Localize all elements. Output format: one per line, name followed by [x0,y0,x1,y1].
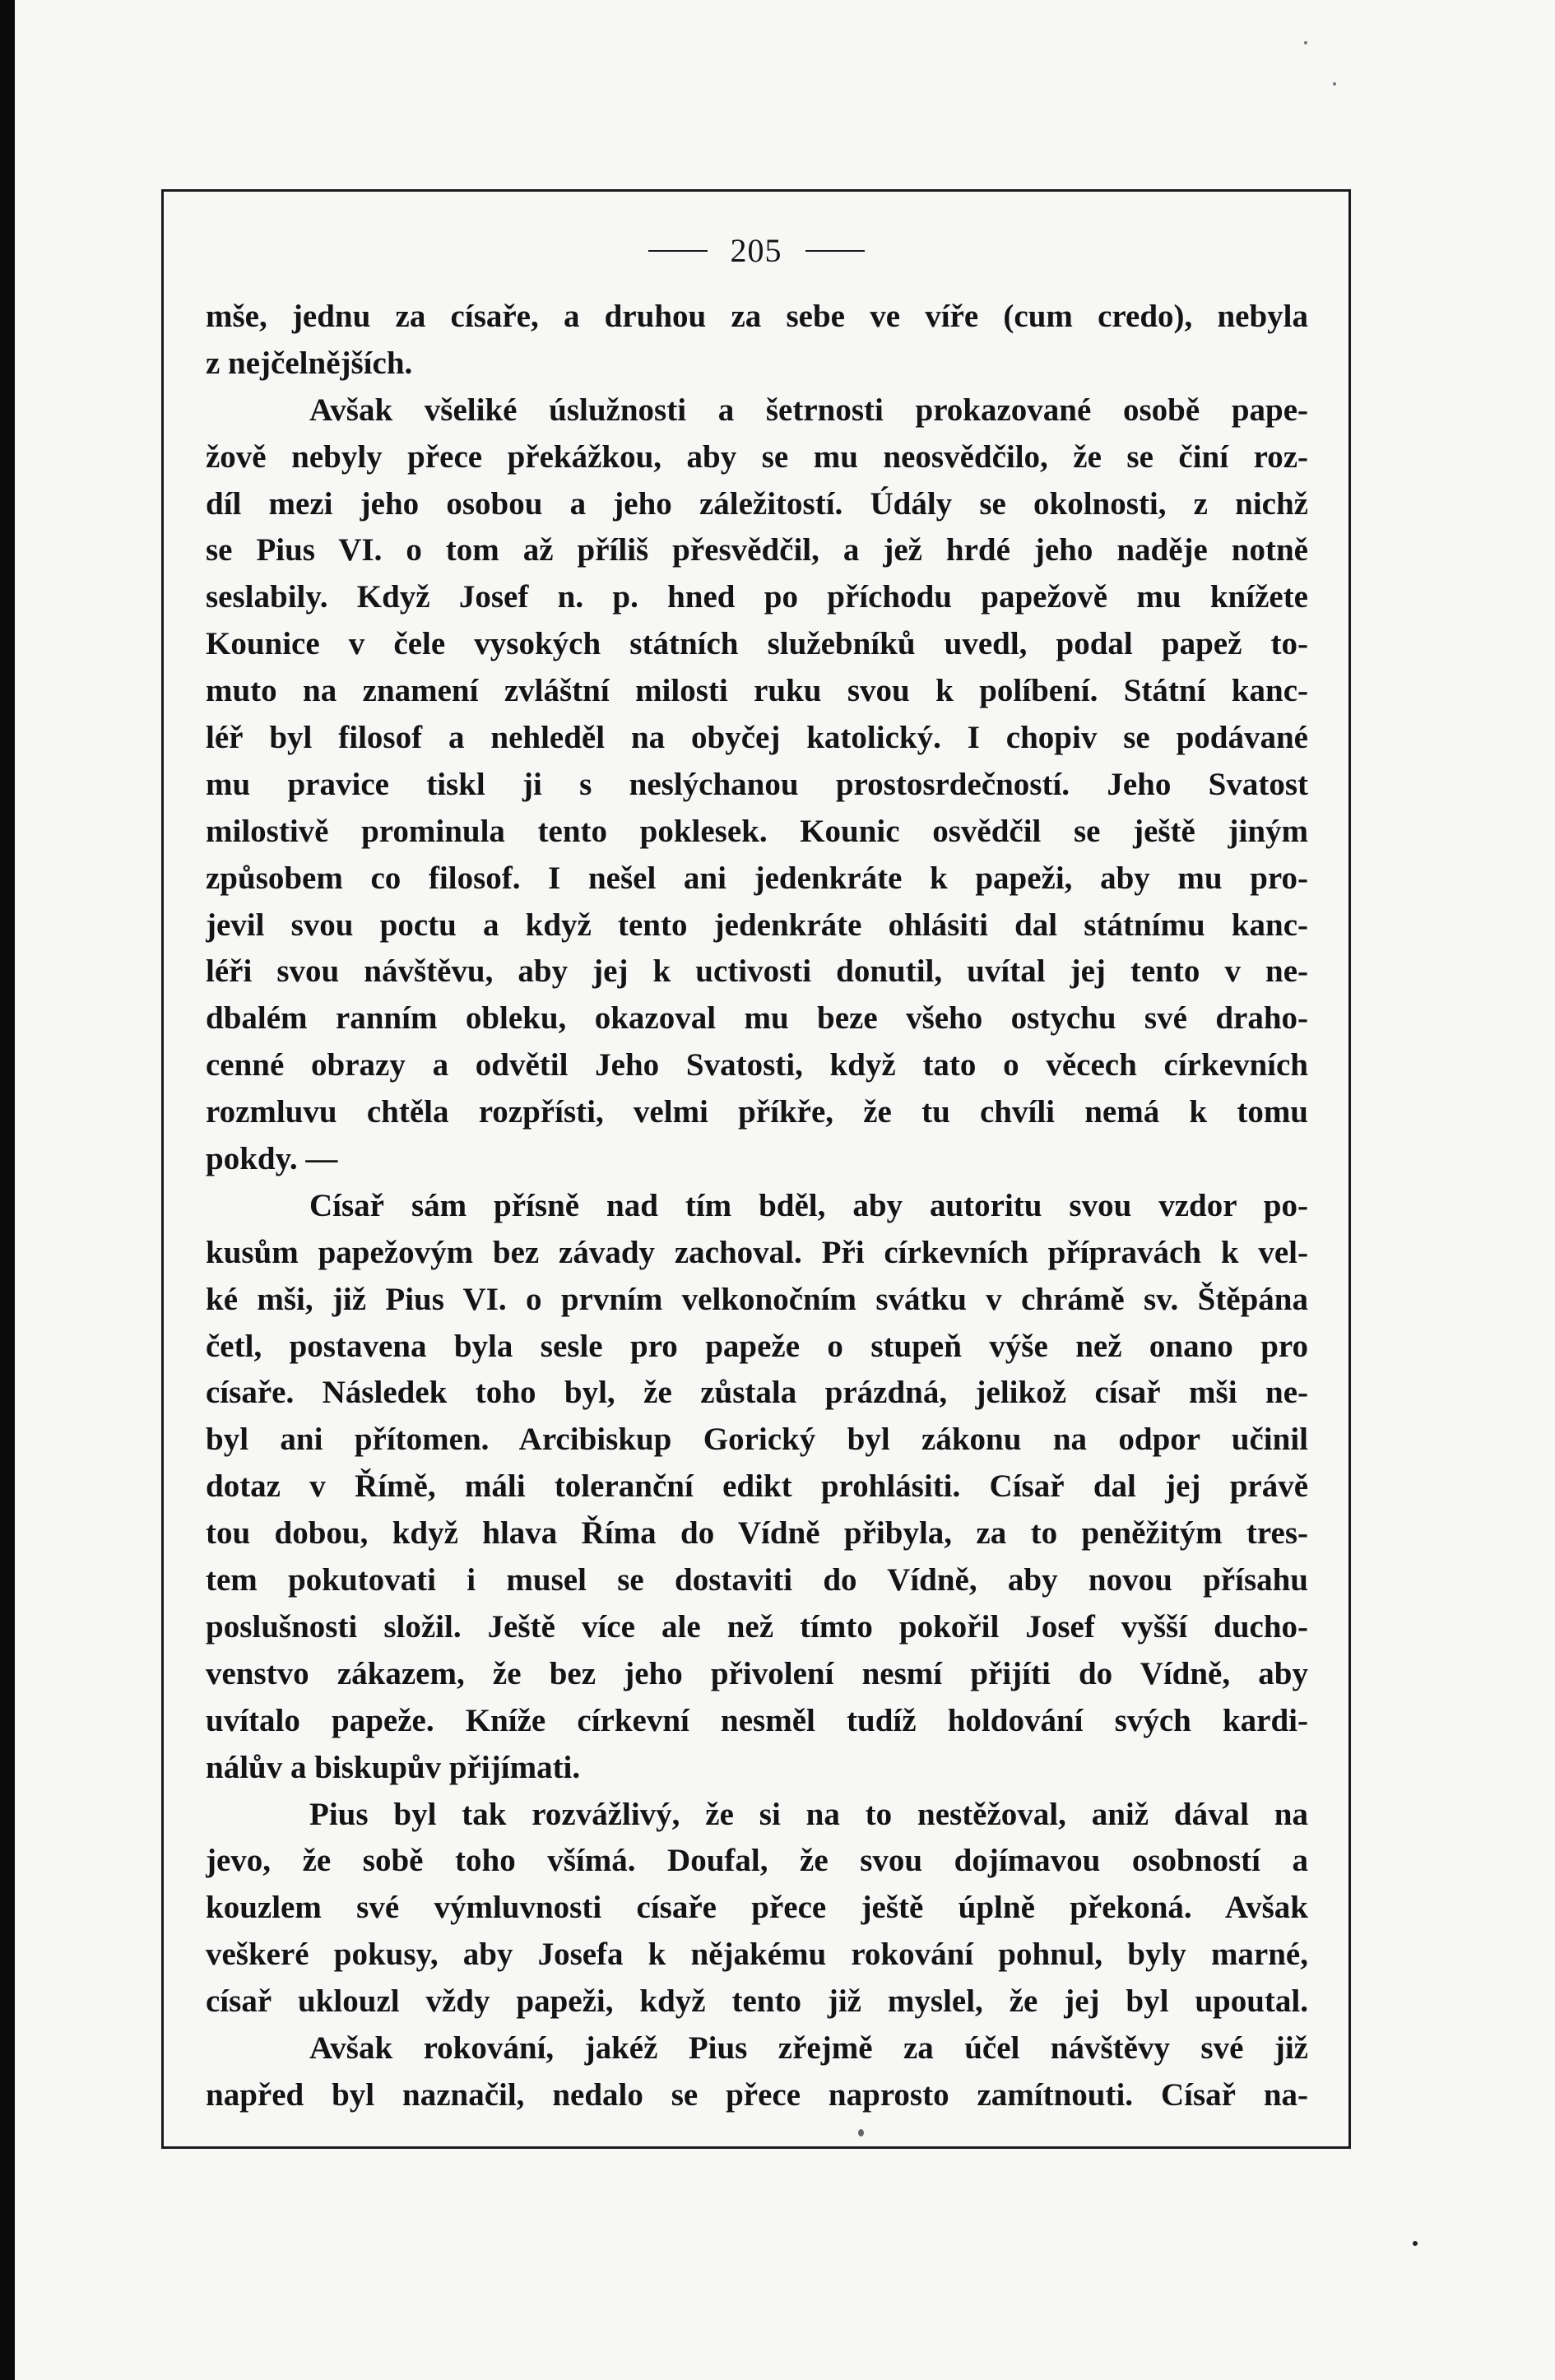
text-line: ké mši, již Pius VI. o prvním velkonočním svátku v chrámě sv. Štěpána [206,1281,1308,1317]
text-line: dotaz v Římě, máli toleranční edikt prohlásiti. Císař dal jej právě [206,1468,1308,1505]
text-line: císaře. Následek toho byl, že zůstala prázdná, jelikož císař mši ne- [206,1375,1308,1411]
text-line: milostivě prominula tento poklesek. Kounic osvědčil se ještě jiným [206,813,1308,849]
page-number: 205 [730,232,782,269]
text-line: způsobem co filosof. I nešel ani jedenkráte k papeži, aby mu pro- [206,860,1308,896]
page-header [161,222,1351,280]
text-line: tou dobou, když hlava Říma do Vídně přibyla, za to peněžitým tres- [206,1515,1308,1552]
text-line: venstvo zákazem, že bez jeho přivolení nesmí přijíti do Vídně, aby [206,1655,1308,1691]
text-line: tem pokutovati i musel se dostaviti do Vídně, aby novou přísahu [206,1562,1308,1598]
ink-speck [1304,41,1307,44]
text-line: žově nebyly přece překážkou, aby se mu neosvědčilo, že se činí roz- [206,438,1308,475]
text-line: napřed byl naznačil, nedalo se přece naprosto zamítnouti. Císař na- [206,2076,1308,2113]
text-line: nálův a biskupův přijímati. [206,1749,581,1785]
text-line: léř byl filosof a nehleděl na obyčej katolický. I chopiv se podávané [206,720,1308,756]
text-line: byl ani přítomen. Arcibiskup Gorický byl zákonu na odpor učinil [206,1422,1308,1458]
text-line: Císař sám přísně nad tím bděl, aby autoritu svou vzdor po- [309,1187,1308,1223]
text-line: díl mezi jeho osobou a jeho záležitostí. Údály se okolnosti, z nichž [206,485,1308,522]
ink-speck [1333,82,1336,86]
ink-speck [1413,2241,1418,2246]
header-dash-left [648,250,708,252]
text-line: četl, postavena byla sesle pro papeže o stupeň výše než onano pro [206,1328,1308,1364]
text-line: seslabily. Když Josef n. p. hned po příchodu papežově mu knížete [206,579,1308,615]
text-line: Pius byl tak rozvážlivý, že si na to nestěžoval, aniž dával na [309,1796,1308,1832]
text-line: mše, jednu za císaře, a druhou za sebe ve víře (cum credo), nebyla [206,299,1308,334]
body-text [206,294,1308,2119]
text-line: mu pravice tiskl ji s neslýchanou prostosrdečností. Jeho Svatost [206,766,1308,802]
text-line: rozmluvu chtěla rozpřísti, velmi příkře, že tu chvíli nemá k tomu [206,1094,1308,1130]
text-line: léři svou návštěvu, aby jej k uctivosti donutil, uvítal jej tento v ne- [206,953,1308,990]
text-line: kouzlem své výmluvnosti císaře přece ještě úplně překoná. Avšak [206,1890,1308,1926]
text-line: dbalém ranním obleku, okazoval mu beze všeho ostychu své draho- [206,1000,1308,1037]
text-line: muto na znamení zvláštní milosti ruku svou k políbení. Státní kanc- [206,673,1308,709]
text-line: Avšak rokování, jakéž Pius zřejmě za účel návštěvy své již [309,2030,1308,2066]
text-line: císař uklouzl vždy papeži, když tento již myslel, že jej byl upoutal. [206,1983,1308,2020]
text-line: cenné obrazy a odvětil Jeho Svatosti, když tato o věcech církevních [206,1047,1308,1083]
text-line: veškeré pokusy, aby Josefa k nějakému rokování pohnul, byly marné, [206,1937,1308,1973]
text-line: jevo, že sobě toho všímá. Doufal, že svou dojímavou osobností a [206,1843,1308,1879]
text-line: jevil svou poctu a když tento jedenkráte ohlásiti dal státnímu kanc- [206,907,1308,943]
text-line: z nejčelnějších. [206,345,413,381]
text-line: Kounice v čele vysokých státních služebníků uvedl, podal papež to- [206,626,1308,662]
text-line: Avšak všeliké úslužnosti a šetrnosti prokazované osobě pape- [309,392,1308,428]
header-dash-right [805,250,865,252]
text-line: kusům papežovým bez závady zachoval. Při církevních přípravách k vel- [206,1234,1308,1270]
text-line: pokdy. — [206,1141,338,1177]
text-line: poslušnosti složil. Ještě více ale než tímto pokořil Josef vyšší ducho- [206,1608,1308,1645]
text-line: uvítalo papeže. Kníže církevní nesměl tudíž holdování svých kardi- [206,1702,1308,1738]
ink-speck [858,2129,864,2136]
text-line: se Pius VI. o tom až příliš přesvědčil, a jež hrdé jeho naděje notně [206,532,1308,568]
scan-edge [0,0,15,2380]
